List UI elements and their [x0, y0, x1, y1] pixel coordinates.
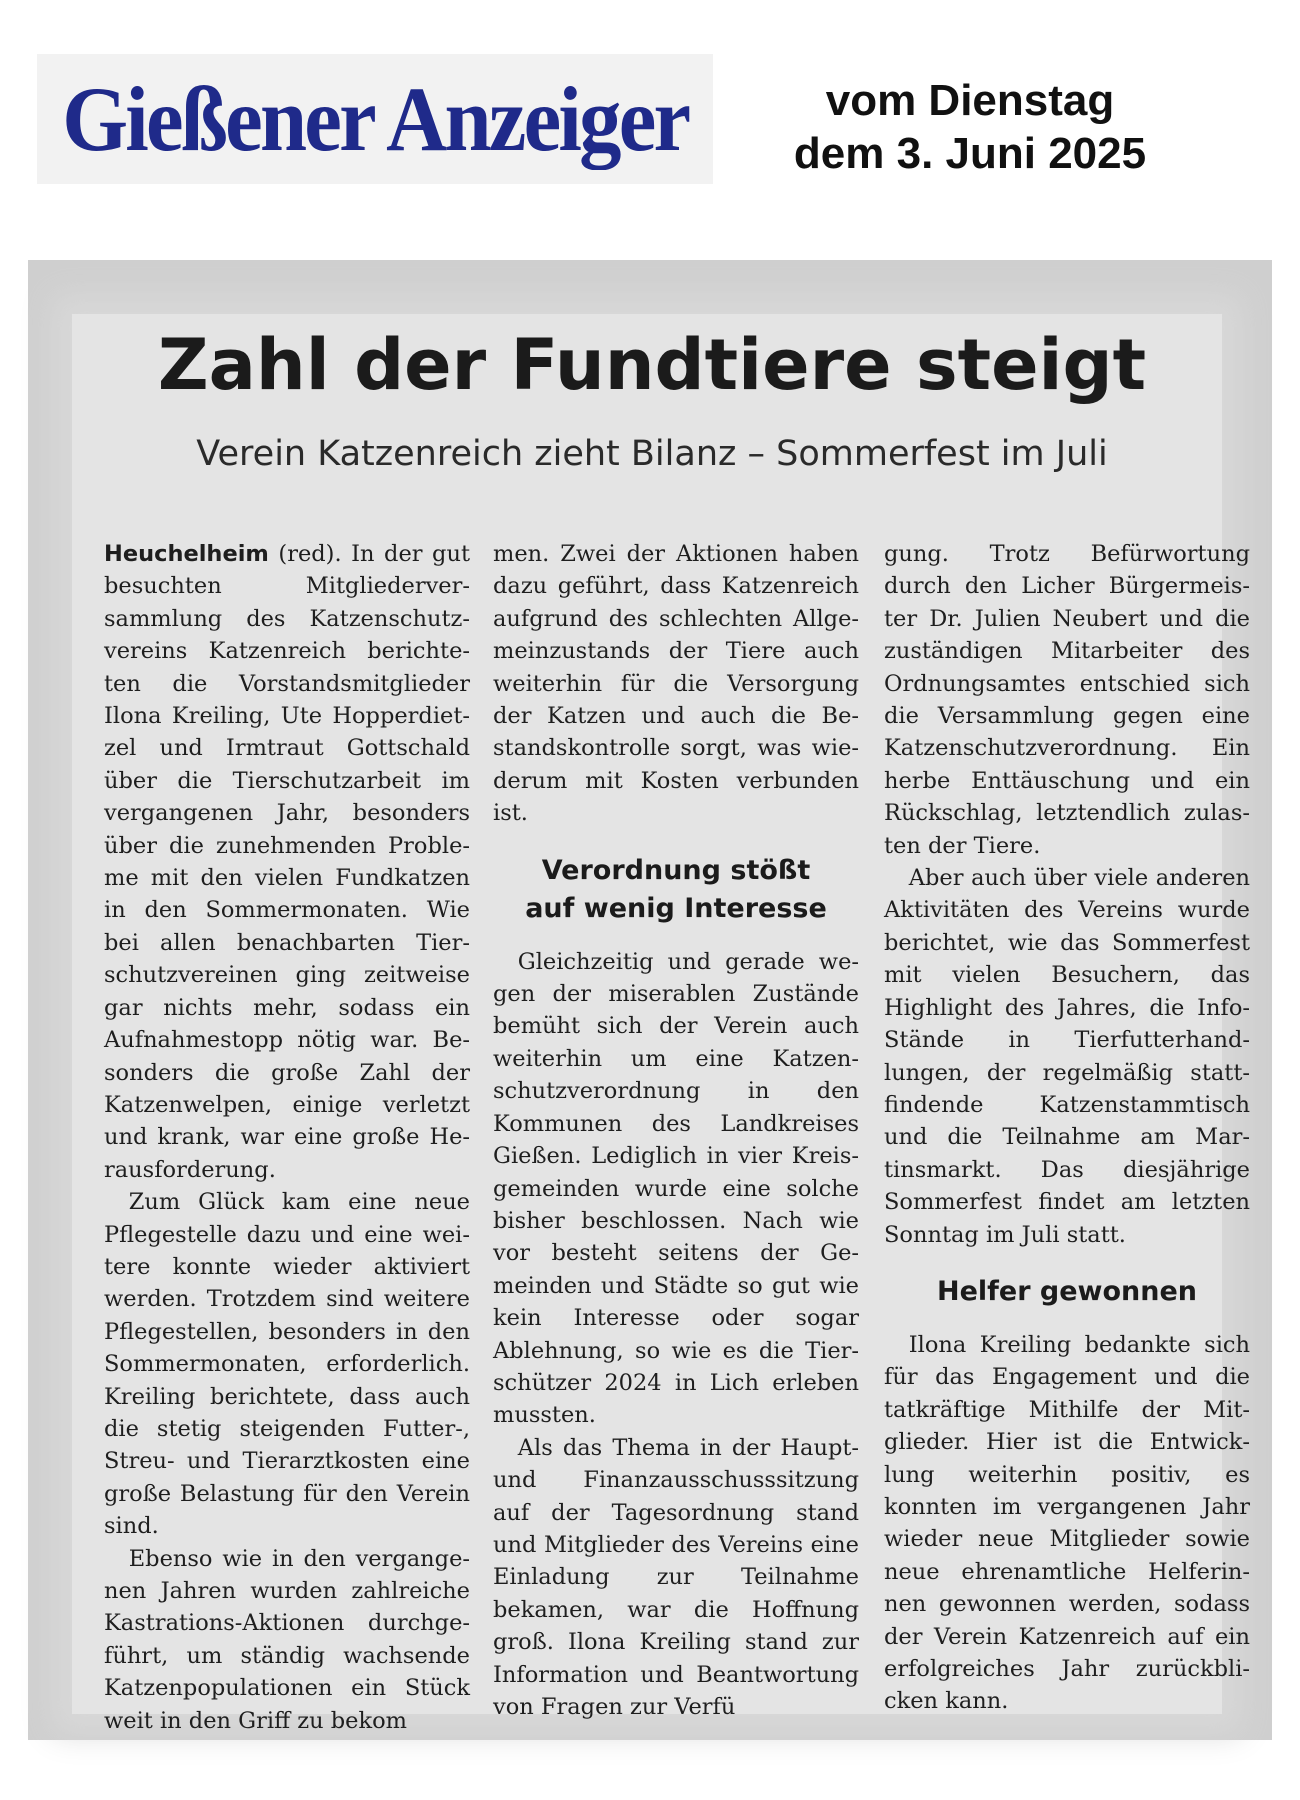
- subhead-line: auf wenig Interesse: [525, 892, 827, 924]
- paragraph: Ilona Kreiling bedankte sich für das Engagement und die tatkräftige Mithilfe der Mitglieder. Hier ist die Entwicklung weiterhin positiv, es konnten im vergangenen Jahr wieder neue Mitglieder sowie neue ehrenamtliche Helferinnen gewonnen werden, sodass der Verein Katzenreich auf ein erfolgreiches Jahr zurückblicken kann.: [884, 1331, 1250, 1715]
- paragraph: gung. Trotz Befürwortung durch den Licher Bürgermeister Dr. Julien Neubert und die zuständigen Mitarbeiter des Ordnungsamtes entschied sich die Versammlung gegen eine Katzenschutzverordnung. Ein herbe Enttäuschung und ein Rückschlag, letztendlich zulasten der Tiere.: [884, 541, 1250, 859]
- article-column-1: [104, 538, 470, 1737]
- article-column-3: [884, 538, 1250, 1718]
- article-column-2: [493, 538, 859, 1723]
- section-subhead: Helfer gewonnen: [936, 1275, 1198, 1307]
- newspaper-name: Gießener Anzeiger: [61, 68, 689, 170]
- date-line-1: vom Dienstag: [825, 76, 1115, 125]
- paragraph: Zum Glück kam eine neue Pflegestelle dazu und eine weitere konnte wieder aktiviert werden. Trotzdem sind weitere Pflegestellen, besonders in den Sommermonaten, erforderlich. Kreiling berichtete, dass auch die stetig steigenden Futter-, Streu- und Tierarztkosten eine große Belastung für den Verein sind.: [104, 1189, 470, 1540]
- newspaper-clipping-scan: [28, 260, 1272, 1740]
- date-line-2: dem 3. Juni 2025: [793, 129, 1147, 178]
- section-subhead: [493, 852, 859, 928]
- article-subheadline: Verein Katzenreich zieht Bilanz – Sommerfest im Juli: [196, 434, 1108, 474]
- article-paper: [72, 314, 1250, 1734]
- article-headline: Zahl der Fundtiere steigt: [157, 324, 1147, 406]
- paragraph: Ebenso wie in den vergangenen Jahren wurden zahlreiche Kastrations-Aktionen durchgeführt, um ständig wachsende Katzenpopulationen ein Stück weit in den Griff zu bekom: [104, 1545, 470, 1734]
- paragraph-text: (red). In der gut besuchten Mitgliederversammlung des Katzenschutzvereins Katzenreich berichteten die Vorstandsmitglieder Ilona Kreiling, Ute Hopperdietzel und Irmtraut Gottschald über die Tierschutzarbeit im vergangenen Jahr, besonders über die zunehmenden Probleme mit den vielen Fundkatzen in den Sommermonaten. Wie bei allen benachbarten Tierschutzvereinen ging zeitweise gar nichts mehr, sodass ein Aufnahmestopp nötig war. Besonders die große Zahl der Katzenwelpen, einige verletzt und krank, war eine große Herausforderung.: [104, 541, 470, 1183]
- paragraph: [104, 538, 470, 1186]
- paragraph: Als das Thema in der Haupt- und Finanzausschusssitzung auf der Tagesordnung stand und Mitglieder des Vereins eine Einladung zur Teilnahme bekamen, war die Hoffnung groß. Ilona Kreiling stand zur Information und Beantwortung von Fragen zur Verfü: [493, 1434, 859, 1720]
- paragraph: Gleichzeitig und gerade wegen der miserablen Zustände bemüht sich der Verein auch weiterhin um eine Katzenschutzverordnung in den Kommunen des Landkreises Gießen. Lediglich in vier Kreisgemeinden wurde eine solche bisher beschlossen. Nach wie vor besteht seitens der Gemeinden und Städte so gut wie kein Interesse oder sogar Ablehnung, so wie es die Tierschützer 2024 in Lich erleben mussten.: [493, 948, 859, 1429]
- newspaper-masthead-logo: [37, 54, 713, 184]
- paragraph: Aber auch über viele anderen Aktivitäten des Vereins wurde berichtet, wie das Sommerfest mit vielen Besuchern, das Highlight des Jahres, die Info-Stände in Tierfutterhandlungen, der regelmäßig stattfindende Katzenstammtisch und die Teilnahme am Martinsmarkt. Das diesjährige Sommerfest findet am letzten Sonntag im Juli statt.: [884, 865, 1250, 1248]
- dateline: Heuchelheim: [104, 541, 269, 567]
- publication-date: [760, 74, 1180, 180]
- subhead-line: Verordnung stößt: [541, 854, 811, 886]
- paragraph: men. Zwei der Aktionen haben dazu geführt, dass Katzenreich aufgrund des schlechten Allgemeinzustands der Tiere auch weiterhin für die Versorgung der Katzen und auch die Bestandskontrolle sorgt, was wiederum mit Kosten verbunden ist.: [493, 541, 859, 827]
